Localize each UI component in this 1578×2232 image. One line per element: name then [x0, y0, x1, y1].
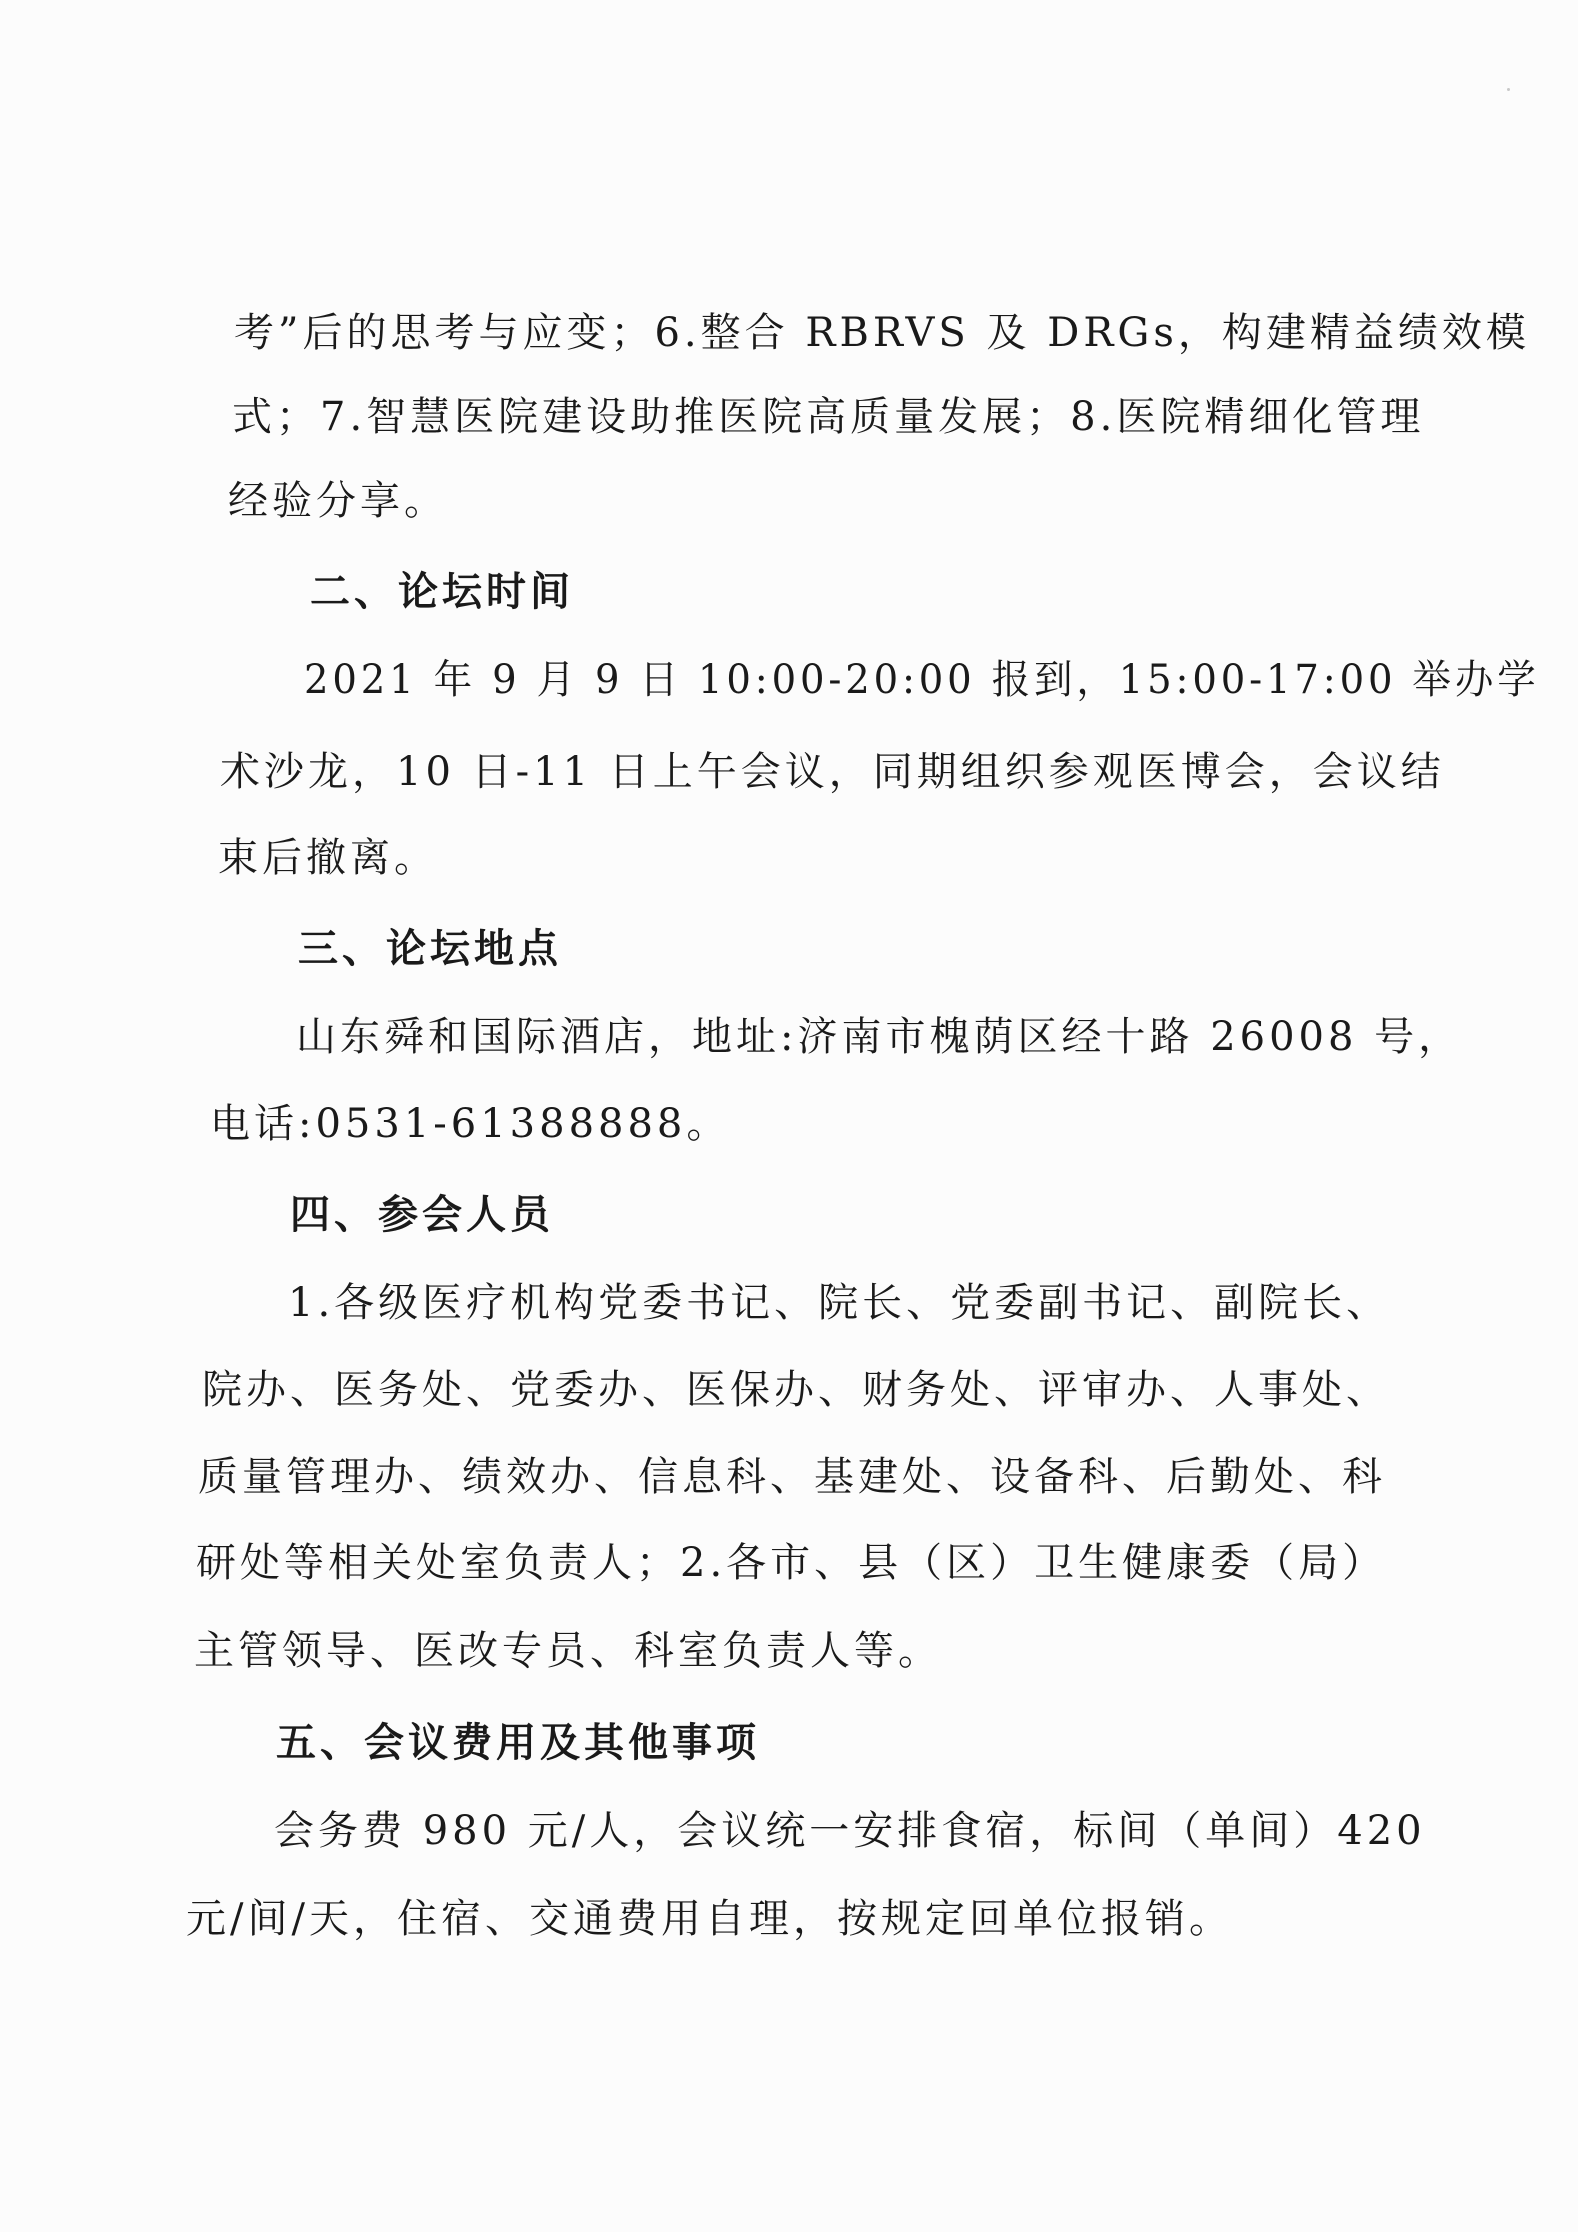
- attendees-line-2: 院办、医务处、党委办、医保办、财务处、评审办、人事处、: [202, 1367, 1390, 1413]
- attendees-line-5: 主管领导、医改专员、科室负责人等。: [194, 1628, 942, 1674]
- scan-speck: [1507, 88, 1510, 91]
- section-attendees-heading: 四、参会人员: [290, 1192, 554, 1238]
- topics-line-3: 经验分享。: [228, 478, 448, 524]
- time-line-2: 术沙龙，10 日-11 日上午会议，同期组织参观医博会，会议结: [220, 749, 1445, 795]
- section-time-heading: 二、论坛时间: [310, 569, 574, 615]
- attendees-line-3: 质量管理办、绩效办、信息科、基建处、设备科、后勤处、科: [198, 1454, 1386, 1500]
- topics-line-1: 考”后的思考与应变；6.整合 RBRVS 及 DRGs，构建精益绩效模: [234, 310, 1530, 356]
- section-location-heading: 三、论坛地点: [298, 926, 562, 972]
- attendees-line-1: 1.各级医疗机构党委书记、院长、党委副书记、副院长、: [288, 1280, 1391, 1326]
- time-line-1: 2021 年 9 月 9 日 10:00-20:00 报到，15:00-17:00 举办学: [304, 657, 1540, 703]
- location-line-1: 山东舜和国际酒店，地址:济南市槐荫区经十路 26008 号，: [296, 1014, 1463, 1060]
- section-fees-heading: 五、会议费用及其他事项: [276, 1720, 760, 1766]
- attendees-line-4: 研处等相关处室负责人；2.各市、县（区）卫生健康委（局）: [196, 1540, 1387, 1586]
- location-line-2: 电话:0531-61388888。: [210, 1101, 731, 1147]
- topics-line-2: 式；7.智慧医院建设助推医院高质量发展；8.医院精细化管理: [232, 394, 1425, 440]
- fees-line-1: 会务费 980 元/人，会议统一安排食宿，标间（单间）420: [274, 1808, 1426, 1854]
- time-line-3: 束后撤离。: [218, 835, 438, 881]
- fees-line-2: 元/间/天，住宿、交通费用自理，按规定回单位报销。: [186, 1896, 1233, 1942]
